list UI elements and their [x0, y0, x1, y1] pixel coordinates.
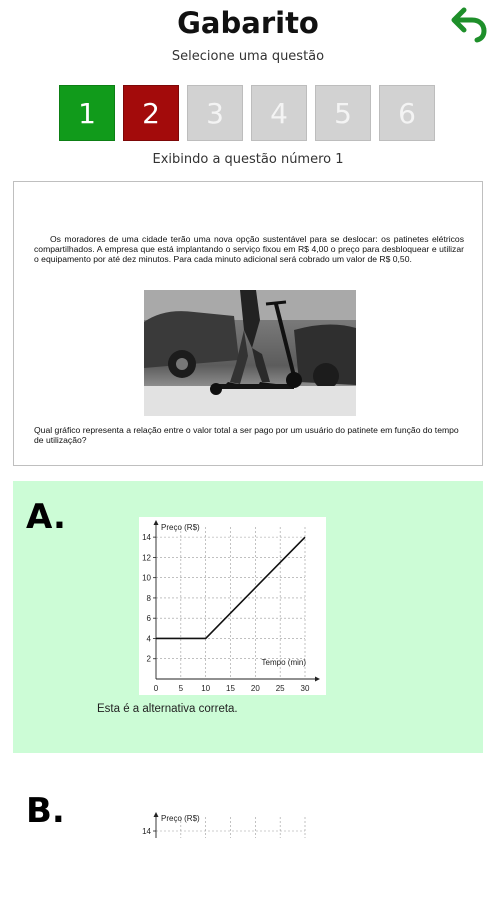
question-button-6[interactable]: 6 — [379, 85, 435, 141]
option-a[interactable] — [13, 481, 483, 753]
question-button-3[interactable]: 3 — [187, 85, 243, 141]
page-title: Gabarito — [177, 6, 319, 40]
electric-scooter-photo — [144, 290, 356, 416]
question-selector — [59, 85, 435, 141]
correct-answer-feedback: Esta é a alternativa correta. — [97, 703, 238, 715]
option-b-letter: B. — [26, 791, 65, 831]
chart-a-ytick-label: 12 — [142, 553, 151, 563]
question-text: Os moradores de uma cidade terão uma nova opção sustentável para se deslocar: os patinetes elétricos compartilhados. A empresa que está implantando o serviço fixou em R$ 4,00 o preço para desbloquear e utilizar o equipamento por até dez minutos. Para cada minuto adicional será cobrado um valor de R$ 0,50. — [34, 234, 464, 264]
chart-a-x-axis-arrow — [315, 677, 320, 682]
chart-a-xtick-label: 15 — [226, 684, 235, 693]
chart-a-ytick-label: 2 — [146, 654, 151, 664]
question-button-5[interactable]: 5 — [315, 85, 371, 141]
chart-a-xtick-label: 30 — [300, 684, 310, 693]
chart-a-xlabel: Tempo (min) — [261, 658, 306, 667]
chart-b-ylabel: Preço (R$) — [161, 814, 200, 823]
chart-a-ylabel: Preço (R$) — [161, 523, 200, 532]
question-button-1[interactable]: 1 — [59, 85, 115, 141]
chart-a-xtick-label: 5 — [178, 684, 184, 693]
chart-b-ytick-label: 14 — [142, 827, 151, 836]
chart-a-xtick-label: 0 — [153, 684, 159, 693]
chart-b-y-axis-arrow — [154, 812, 159, 817]
chart-a-xtick-label: 25 — [275, 684, 285, 693]
option-b[interactable] — [13, 773, 483, 838]
option-a-chart — [139, 517, 326, 695]
showing-question-label: Exibindo a questão número 1 — [152, 152, 344, 167]
chart-a-y-axis-arrow — [154, 520, 159, 525]
chart-a-ytick-label: 10 — [142, 573, 151, 583]
bottom-blank-area — [0, 838, 496, 900]
question-prompt: Qual gráfico representa a relação entre o valor total a ser pago por um usuário do patinete em função do tempo de utilização? — [34, 425, 459, 445]
chart-a-ytick-label: 8 — [146, 593, 151, 603]
undo-arrow-icon[interactable] — [450, 4, 490, 44]
question-card — [13, 181, 483, 466]
option-a-letter: A. — [26, 497, 66, 537]
question-button-4[interactable]: 4 — [251, 85, 307, 141]
page-subtitle: Selecione uma questão — [171, 49, 325, 64]
chart-a-ytick-label: 4 — [146, 634, 151, 644]
chart-a-xtick-label: 10 — [201, 684, 211, 693]
chart-a-ytick-label: 14 — [142, 533, 151, 543]
chart-a-xtick-label: 20 — [250, 684, 260, 693]
question-button-2[interactable]: 2 — [123, 85, 179, 141]
chart-a-ytick-label: 6 — [146, 614, 151, 624]
option-b-chart — [139, 809, 326, 838]
